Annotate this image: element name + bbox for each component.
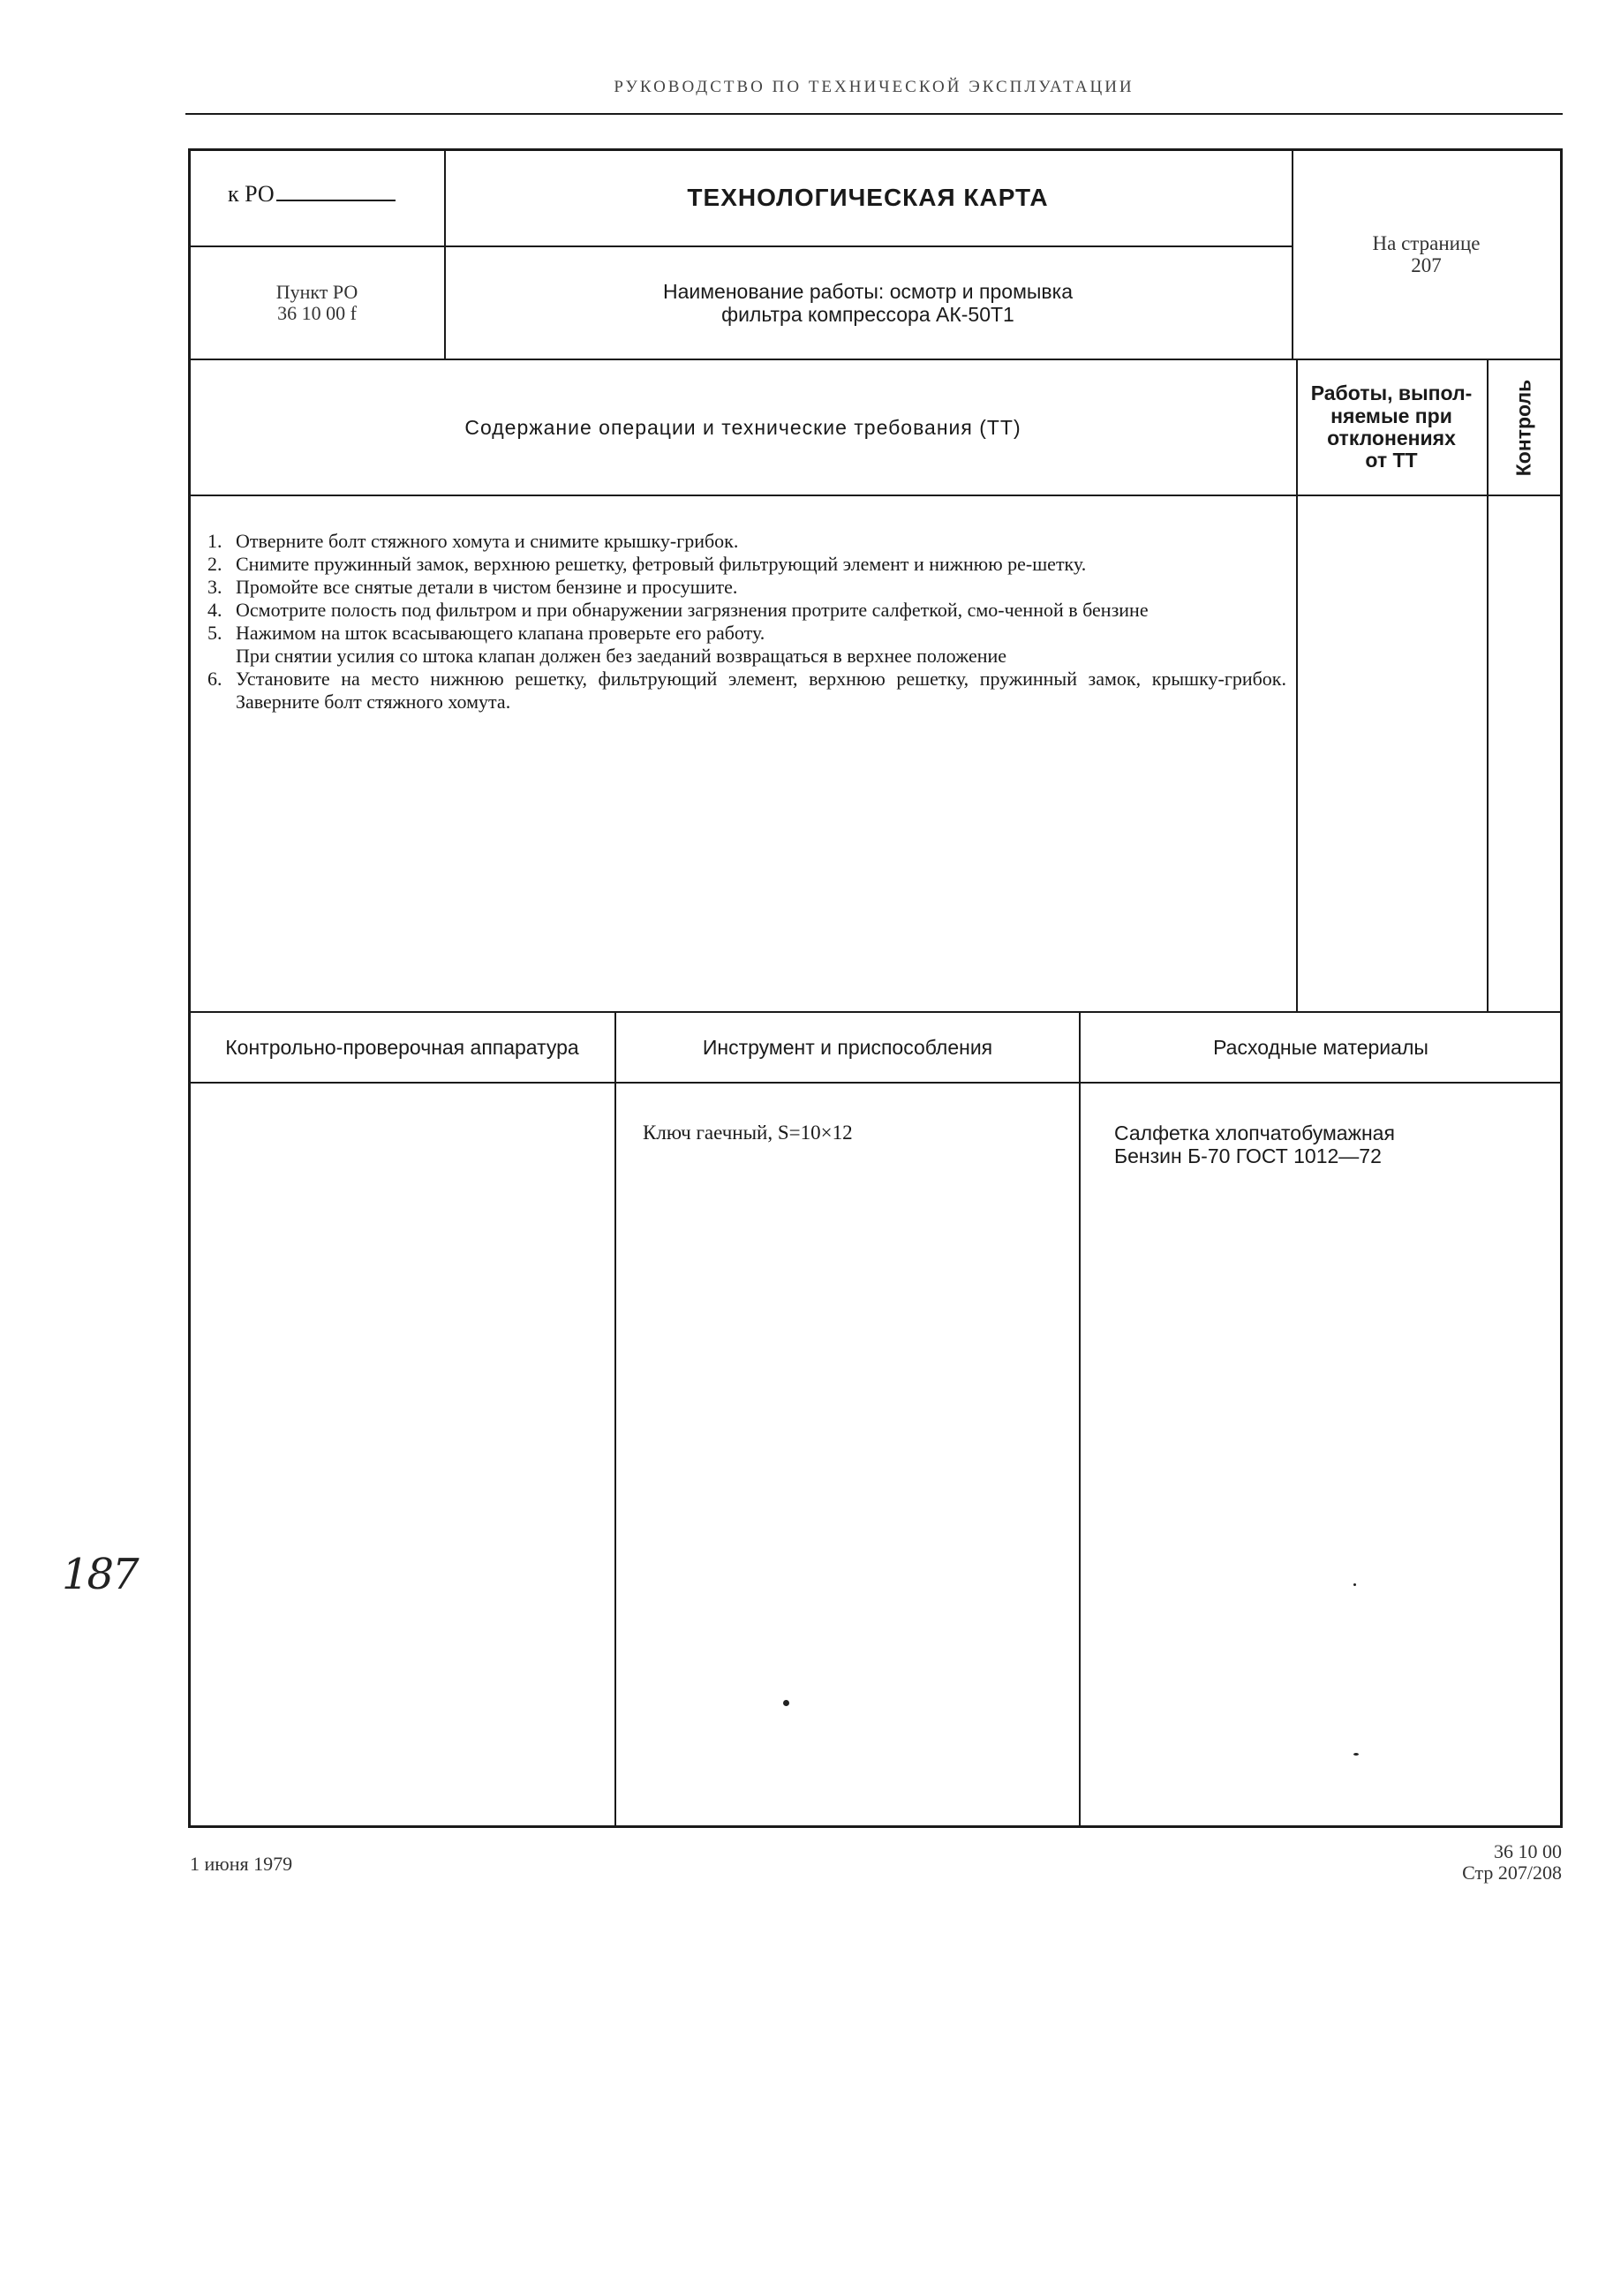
scan-speck <box>783 1700 789 1706</box>
tools-list <box>643 1122 853 1144</box>
operations-header: Содержание операции и технические требования (ТТ) <box>464 415 1021 439</box>
list-item: Бензин Б-70 ГОСТ 1012—72 <box>1114 1144 1382 1167</box>
list-item: 5. Нажимом на шток всасывающего клапана проверьте его работу. <box>207 622 765 644</box>
list-item: 3. Промойте все снятые детали в чистом бензине и просушите. <box>207 576 738 598</box>
materials-list <box>1114 1122 1395 1167</box>
running-head: РУКОВОДСТВО ПО ТЕХНИЧЕСКОЙ ЭКСПЛУАТАЦИИ <box>614 78 1134 96</box>
issue-date: 1 июня 1979 <box>190 1853 293 1875</box>
page-reference: На странице 207 <box>1372 231 1481 276</box>
header-rule <box>185 113 1563 115</box>
ro-reference: к РО <box>228 181 396 208</box>
operations-list <box>207 530 1286 714</box>
list-item: Ключ гаечный, S=10×12 <box>643 1122 853 1144</box>
tools-header: Инструмент и приспособления <box>702 1035 993 1059</box>
divider <box>190 495 1561 496</box>
list-item: Салфетка хлопчатобумажная <box>1114 1122 1395 1144</box>
scan-speck <box>1353 1583 1356 1586</box>
punkt-ro: Пункт РО 36 10 00 f <box>275 280 358 324</box>
handwritten-number: 187 <box>62 1550 138 1599</box>
scan-speck <box>1353 1753 1359 1756</box>
control-header: Контроль <box>1511 379 1535 476</box>
deviations-header: Работы, выпол- няемые при отклонениях от ТТ <box>1310 381 1473 472</box>
materials-header: Расходные материалы <box>1213 1035 1428 1059</box>
list-item: 1. Отверните болт стяжного хомута и снимите крышку-грибок. <box>207 530 739 552</box>
page-code: 36 10 00 Стр 207/208 <box>1462 1840 1562 1884</box>
divider <box>190 1082 1561 1084</box>
list-item: 6. Установите на место нижнюю решетку, фильтрующий элемент, верхнюю решетку, пружинный замок, крышку-грибок. Заверните болт стяжного хомута. <box>207 668 1286 713</box>
card-title: ТЕХНОЛОГИЧЕСКАЯ КАРТА <box>687 184 1049 211</box>
equipment-header: Контрольно-проверочная аппаратура <box>225 1035 579 1059</box>
divider <box>1079 1013 1081 1826</box>
list-item: 2. Снимите пружинный замок, верхнюю решетку, фетровый фильтрующий элемент и нижнюю ре-шетку. <box>207 553 1087 575</box>
operation-note: При снятии усилия со штока клапан должен без заеданий возвращаться в верхнее положение <box>236 645 1007 667</box>
work-name: Наименование работы: осмотр и промывка фильтра компрессора АК-50Т1 <box>662 279 1074 326</box>
divider <box>614 1013 616 1826</box>
list-item: 4. Осмотрите полость под фильтром и при обнаружении загрязнения протрите салфеткой, смо-ченной в бензине <box>207 599 1149 621</box>
